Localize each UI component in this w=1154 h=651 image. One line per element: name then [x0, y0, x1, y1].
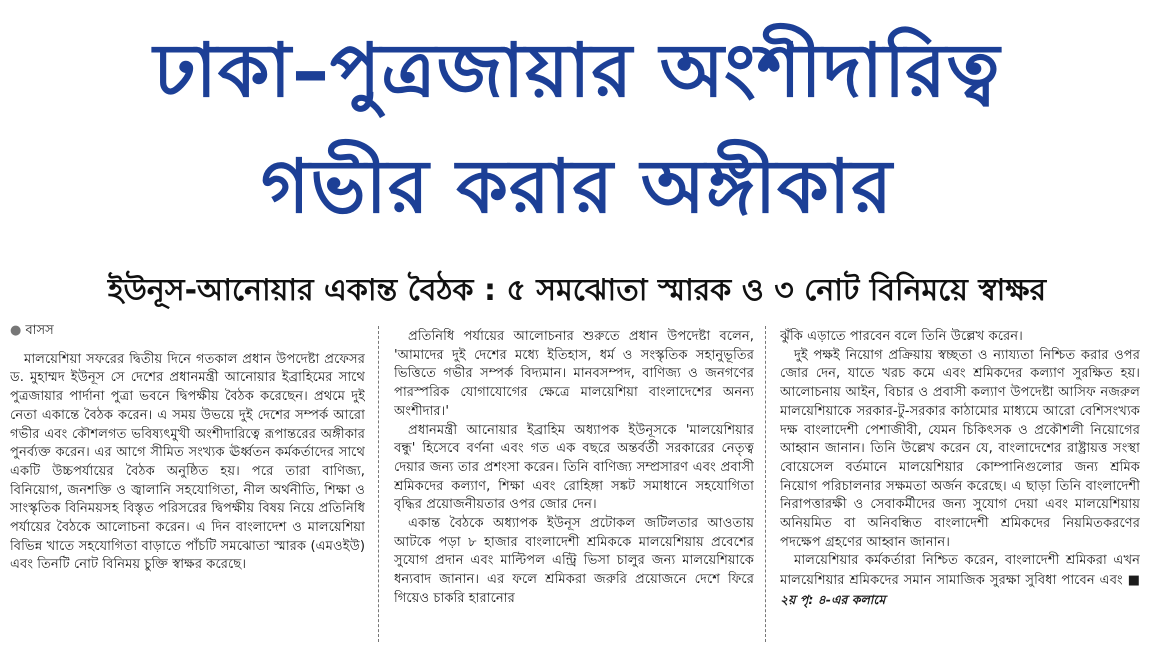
square-marker-icon: ■ — [1127, 573, 1140, 589]
paragraph: প্রধানমন্ত্রী আনোয়ার ইব্রাহিম অধ্যাপক ইউনূসকে 'মালয়েশিয়ার বন্ধু' হিসেবে বর্ণনা এবং গত এক বছরে অন্তর্বর্তী সরকারের নেতৃত্ব দেয়ার জন্য তার প্রশংসা করেন। তিনি বাণিজ্য সম্প্রসারণ এবং প্রবাসী শ্রমিকদের কল্যাণ, শিক্ষা এবং রোহিঙ্গা সঙ্কট সমাধানে সহযোগিতা বৃদ্ধির প্রয়োজনীয়তার ওপর জোর দেন। — [394, 422, 754, 513]
article-column-2 — [394, 328, 754, 650]
bullet-icon: ● — [10, 323, 22, 338]
article-column-1 — [10, 322, 365, 644]
paragraph: মালয়েশিয়া সফরের দ্বিতীয় দিনে গতকাল প্রধান উপদেষ্টা প্রফেসর ড. মুহাম্মদ ইউনূস সে দেশের প্রধানমন্ত্রী আনোয়ার ইব্রাহিমের সাথে পুত্রজায়ার পার্দানা পুত্রা ভবনে দ্বিপক্ষীয় বৈঠক করেছেন। প্রথমে দুই নেতা একান্তে বৈঠক করেন। এ সময় উভয়ে দুই দেশের সম্পর্ক আরো গভীর এবং কৌশলগত ভবিষ্যৎমুখী অংশীদারিত্বে রূপান্তরের অঙ্গীকার পুনর্ব্যক্ত করেন। এর আগে সীমিত সংখ্যক ঊর্ধ্বতন কর্মকর্তাদের সাথে একটি উচ্চপর্যায়ের বৈঠক অনুষ্ঠিত হয়। পরে তারা বাণিজ্য, বিনিয়োগ, জনশক্তি ও জ্বালানি সহযোগিতা, নীল অর্থনীতি, শিক্ষা ও সাংস্কৃতিক বিনিময়সহ বিস্তৃত পরিসরের দ্বিপক্ষীয় বিষয় নিয়ে প্রতিনিধি পর্যায়ের বৈঠকে আলোচনা করেন। এ দিন বাংলাদেশ ও মালয়েশিয়া বিভিন্ন খাতে সহযোগিতা বাড়াতে পাঁচটি সমঝোতা স্মারক (এমওইউ) এবং তিনটি নোট বিনিময় চুক্তি স্বাক্ষর করেছে। — [10, 351, 365, 573]
column-divider — [378, 326, 379, 642]
headline-line-1: ঢাকা–পুত্রজায়ার অংশীদারিত্ব — [153, 28, 1001, 114]
subheadline: ইউনূস-আনোয়ার একান্ত বৈঠক : ৫ সমঝোতা স্মারক ও ৩ নোট বিনিময়ে স্বাক্ষর — [107, 273, 1047, 308]
headline-line-2: গভীর করার অঙ্গীকার — [261, 144, 893, 230]
paragraph: দুই পক্ষই নিয়োগ প্রক্রিয়ায় স্বচ্ছতা ও ন্যায্যতা নিশ্চিত করার ওপর জোর দেন, যাতে খরচ কমে এবং শ্রমিকদের কল্যাণ সুরক্ষিত হয়। আলোচনায় আইন, বিচার ও প্রবাসী কল্যাণ উপদেষ্টা আসিফ নজরুল মালয়েশিয়াকে সরকার-টু-সরকার কাঠামোর মাধ্যমে আরো বেশিসংখ্যক দক্ষ বাংলাদেশী পেশাজীবী, যেমন চিকিৎসক ও প্রকৌশলী নিয়োগের আহ্বান জানান। তিনি উল্লেখ করেন যে, বাংলাদেশের রাষ্ট্রায়ত্ত সংস্থা বোয়েসেল বর্তমানে মালয়েশিয়ার কোম্পানিগুলোর জন্য শ্রমিক নিয়োগ পরিচালনার সক্ষমতা অর্জন করেছে। এ ছাড়া তিনি বাংলাদেশী নিরাপত্তারক্ষী ও সেবাকর্মীদের জন্য সুযোগ দেয়া এবং মালয়েশিয়ায় অনিয়মিত বা অনিবন্ধিত বাংলাদেশী শ্রমিকদের নিয়মিতকরণের পদক্ষেপ গ্রহণের আহ্বান জানান। — [780, 347, 1140, 550]
continuation-text: ২য় পৃ: ৪-এর কলামে — [780, 591, 886, 607]
paragraph: ঝুঁকি এড়াতে পারবেন বলে তিনি উল্লেখ করেন। — [780, 329, 1023, 344]
paragraph-text: মালয়েশিয়ার কর্মকর্তারা নিশ্চিত করেন, বাংলাদেশী শ্রমিকরা এখন মালয়েশিয়ার শ্রমিকদের সমান সামাজিক সুরক্ষা সুবিধা পাবেন এবং — [780, 553, 1140, 589]
article-column-3 — [780, 328, 1140, 650]
column-divider — [765, 326, 766, 642]
paragraph: একান্ত বৈঠকে অধ্যাপক ইউনূস প্রটোকল জটিলতার আওতায় আটকে পড়া ৮ হাজার বাংলাদেশী শ্রমিককে মালয়েশিয়ায় প্রবেশের সুযোগ প্রদান এবং মাল্টিপল এন্ট্রি ভিসা চালুর জন্য মালয়েশিয়াকে ধন্যবাদ জানান। এর ফলে শ্রমিকরা জরুরি প্রয়োজনে দেশে ফিরে গিয়েও চাকরি হারানোর — [394, 516, 754, 606]
byline-source: বাসস — [25, 323, 54, 338]
paragraph: প্রতিনিধি পর্যায়ের আলোচনার শুরুতে প্রধান উপদেষ্টা বলেন, 'আমাদের দুই দেশের মধ্যে ইতিহাস, ধর্ম ও সংস্কৃতিক সহানুভূতির ভিত্তিতে গভীর সম্পর্ক বিদ্যমান। মানবসম্পদ, বাণিজ্য ও জনগণের পারস্পরিক যোগাযোগের ক্ষেত্রে মালয়েশিয়া বাংলাদেশের অনন্য অংশীদার।' — [394, 329, 754, 419]
byline — [10, 322, 365, 341]
paragraph — [780, 552, 1140, 610]
